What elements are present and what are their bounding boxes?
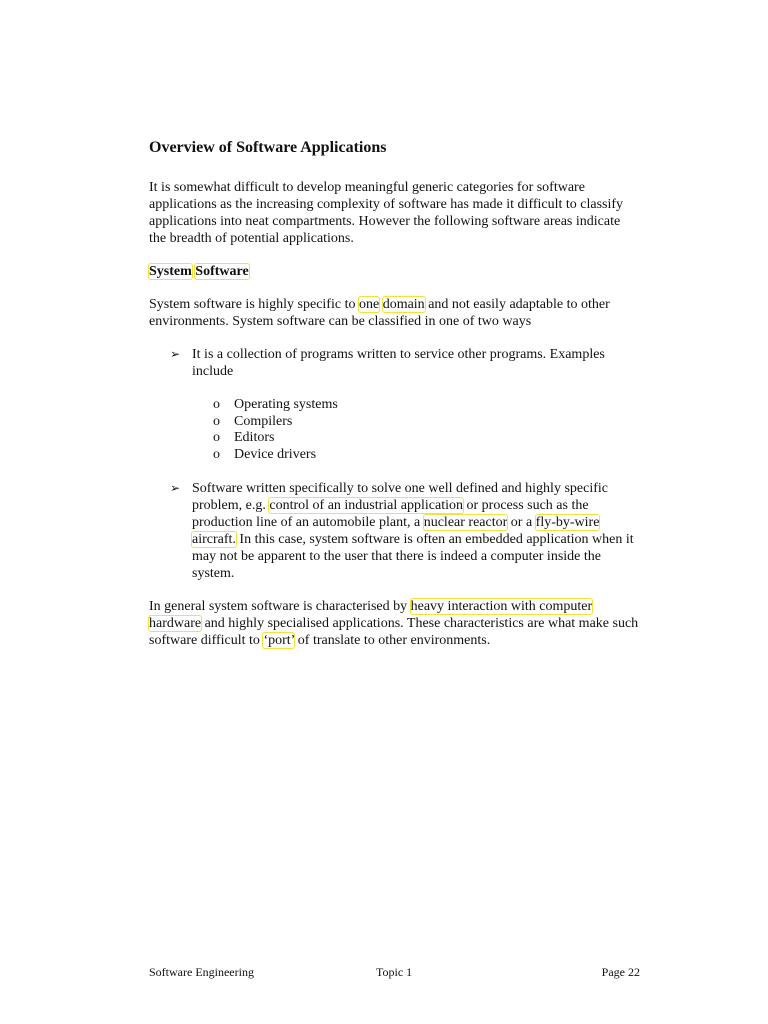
section-heading xyxy=(149,263,639,280)
list-item-text: Device drivers xyxy=(234,446,317,462)
circle-bullet-icon: o xyxy=(213,413,220,429)
text-span: or process such as the production line of an automobile plant, a xyxy=(192,498,589,530)
text-span: In general system software is characterised by xyxy=(149,599,411,614)
list-item-text: Editors xyxy=(234,430,275,445)
highlight-domain: domain xyxy=(382,297,425,312)
circle-bullet-icon: o xyxy=(213,430,220,445)
bullet-text: It is a collection of programs written to service other programs. Examples include xyxy=(192,347,605,379)
list-item xyxy=(149,414,639,431)
bullet-item-specific-software xyxy=(149,480,639,582)
text-span: and not easily adaptable to other environments. System software can be classified in one of two ways xyxy=(149,297,610,329)
bullet-item-collection xyxy=(149,346,639,380)
highlight-fly-by-wire: fly-by-wire aircraft. xyxy=(192,515,600,547)
highlight-industrial-control: control of an industrial application xyxy=(269,498,463,513)
text-span: In this case, system software is often an embedded application when it may not be apparent to the user that there is indeed a computer inside the system. xyxy=(192,532,634,581)
highlight-port: ‘port’ xyxy=(263,633,295,648)
circle-bullet-icon: o xyxy=(213,446,220,462)
highlight-one: one xyxy=(358,297,380,312)
footer-course-name: Software Engineering xyxy=(149,965,254,979)
examples-list xyxy=(149,397,639,463)
section-heading-word-software: Software xyxy=(195,264,249,279)
list-item-text: Operating systems xyxy=(234,397,338,412)
footer-topic: Topic 1 xyxy=(376,965,413,979)
list-item xyxy=(149,397,639,414)
summary-paragraph xyxy=(149,598,639,649)
highlight-hardware-interaction: heavy interaction with computer hardware xyxy=(149,599,593,631)
text-span: and highly specialised applications. These characteristics are what make such software difficult to xyxy=(149,616,639,648)
bullet-text xyxy=(192,481,634,581)
section-heading-word-system: System xyxy=(149,264,192,279)
list-item xyxy=(149,430,639,447)
text-span: of translate to other environments. xyxy=(294,633,491,648)
text-span: or a xyxy=(507,515,536,530)
highlight-nuclear-reactor: nuclear reactor xyxy=(423,515,508,530)
list-item xyxy=(149,447,639,464)
circle-bullet-icon: o xyxy=(213,397,220,412)
list-item-text: Compilers xyxy=(234,413,293,429)
footer-page-number: Page 22 xyxy=(601,965,640,979)
arrow-bullet-icon: ➢ xyxy=(170,481,181,495)
arrow-bullet-icon: ➢ xyxy=(170,347,181,361)
system-software-paragraph xyxy=(149,296,639,330)
intro-paragraph: It is somewhat difficult to develop meaningful generic categories for software applications as the increasing complexity of software has made it difficult to classify applications into neat compartments. However the following software areas indicate the breadth of potential applications. xyxy=(149,180,624,246)
page-title: Overview of Software Applications xyxy=(149,139,387,156)
page-content xyxy=(149,138,639,649)
text-span: Software written specifically to solve one well defined and highly specific problem, e.g. xyxy=(192,481,608,513)
text-span: System software is highly specific to xyxy=(149,297,359,312)
page-footer xyxy=(149,965,640,981)
